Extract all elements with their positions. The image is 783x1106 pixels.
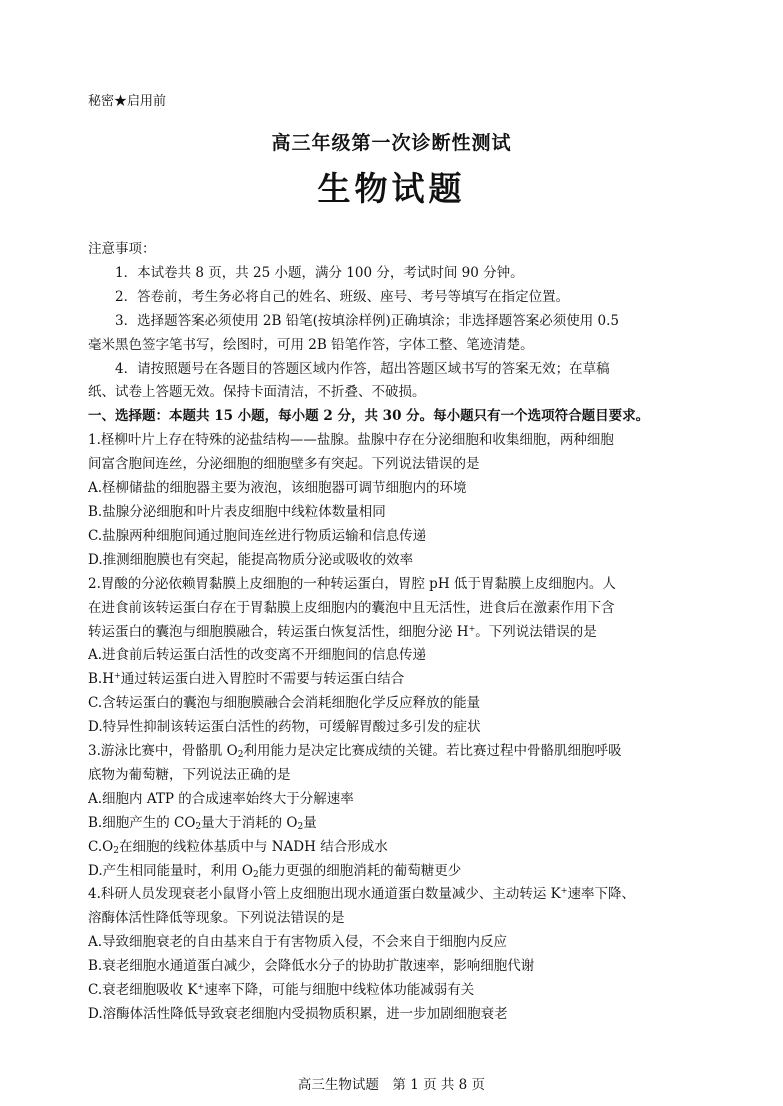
exam-body — [88, 238, 702, 1027]
notice-item-3-line-2: 毫米黑色签字笔书写，绘图时，可用 2B 铅笔作答，字体工整、笔迹清楚。 — [88, 336, 534, 353]
q4-option-c-text: C.衰老细胞吸收 K — [88, 982, 198, 999]
section-heading: 一、选择题：本题共 15 小题，每小题 2 分，共 30 分。每小题只有一个选项符合题目要求。 — [88, 408, 650, 425]
q3-option-c-tail: 在细胞的线粒体基质中与 NADH 结合形成水 — [118, 838, 388, 855]
subscript-2: 2 — [237, 750, 244, 761]
q1-stem-line-1: 1.柽柳叶片上存在特殊的泌盐结构——盐腺。盐腺中存在分泌细胞和收集细胞，两种细胞 — [88, 432, 614, 449]
superscript-plus: + — [197, 982, 205, 992]
notice-item-4-line-1: 4．请按照题号在各题目的答题区域内作答，超出答题区域书写的答案无效；在草稿 — [115, 360, 610, 377]
q3-option-b — [88, 812, 702, 836]
q3-option-d — [88, 860, 702, 884]
q1-stem-line-2: 间富含胞间连丝，分泌细胞的细胞壁多有突起。下列说法错误的是 — [88, 456, 480, 473]
q4-stem-line-2: 溶酶体活性降低等现象。下列说法错误的是 — [88, 910, 345, 927]
page-footer: 高三生物试题 第 1 页 共 8 页 — [297, 1077, 486, 1093]
q3-stem-tail: 利用能力是决定比赛成绩的关键。若比赛过程中骨骼肌细胞呼吸 — [243, 743, 622, 760]
q3-option-b-text: B.细胞产生的 CO — [88, 814, 196, 831]
q3-option-c — [88, 836, 702, 860]
q4-option-b: B.衰老细胞水通道蛋白减少，会降低水分子的协助扩散速率，影响细胞代谢 — [88, 958, 535, 975]
q3-option-a: A.细胞内 ATP 的合成速率始终大于分解速率 — [88, 790, 354, 807]
q4-option-d: D.溶酶体活性降低导致衰老细胞内受损物质积累，进一步加剧细胞衰老 — [88, 1006, 508, 1022]
q1-option-a: A.柽柳储盐的细胞器主要为液泡，该细胞器可调节细胞内的环境 — [88, 480, 467, 497]
q2-option-b — [88, 668, 702, 692]
q2-option-b-tail: 通过转运蛋白进入胃腔时不需要与转运蛋白结合 — [120, 671, 405, 688]
subscript-2: 2 — [253, 869, 259, 880]
subject-title: 生物试题 — [317, 169, 466, 208]
q4-stem-text: 4.科研人员发现衰老小鼠肾小管上皮细胞出现水通道蛋白数量减少、主动转运 K — [88, 886, 561, 903]
q1-option-b: B.盐腺分泌细胞和叶片表皮细胞中线粒体数量相同 — [88, 503, 386, 520]
notice-item-3-line-1: 3．选择题答案必须使用 2B 铅笔(按填涂样例)正确填涂；非选择题答案必须使用 0.5 — [115, 312, 619, 329]
notice-item-1: 1．本试卷共 8 页，共 25 小题，满分 100 分，考试时间 90 分钟。 — [115, 264, 524, 281]
superscript-plus: + — [560, 886, 568, 896]
notice-heading: 注意事项： — [88, 241, 156, 257]
q2-stem-line-2: 在进食前该转运蛋白存在于胃黏膜上皮细胞内的囊泡中且无活性，进食后在激素作用下含 — [88, 599, 615, 616]
notice-item-4-line-2: 纸、试卷上答题无效。保持卡面清洁，不折叠、不破损。 — [88, 384, 426, 401]
q3-stem-line-2: 底物为葡萄糖，下列说法正确的是 — [88, 766, 291, 783]
q4-option-c — [88, 979, 702, 1003]
q1-option-c: C.盐腺两种细胞间通过胞间连丝进行物质运输和信息传递 — [88, 527, 427, 544]
q4-stem-tail: 速率下降、 — [567, 886, 635, 903]
q3-option-b-mid: 量大于消耗的 O — [201, 814, 298, 831]
q2-stem-line-3 — [88, 621, 702, 645]
q2-option-d: D.特异性抑制该转运蛋白活性的药物，可缓解胃酸过多引发的症状 — [88, 719, 481, 736]
q2-option-b-text: B.H — [88, 671, 114, 688]
q3-option-d-tail: 能力更强的细胞消耗的葡萄糖更少 — [258, 862, 462, 879]
q4-stem-line-1 — [88, 883, 702, 907]
superscript-plus: + — [468, 623, 476, 633]
subscript-2: 2 — [195, 821, 202, 832]
q2-stem-line-1: 2.胃酸的分泌依赖胃黏膜上皮细胞的一种转运蛋白，胃腔 pH 低于胃黏膜上皮细胞内。人 — [88, 575, 616, 592]
exam-title: 高三年级第一次诊断性测试 — [271, 132, 512, 154]
q2-stem-line-3-tail: 。下列说法错误的是 — [475, 623, 597, 640]
q3-option-d-text: D.产生相同能量时，利用 O — [88, 862, 253, 879]
q3-stem-text: 3.游泳比赛中，骨骼肌 O — [88, 743, 238, 760]
q2-option-a: A.进食前后转运蛋白活性的改变离不开细胞间的信息传递 — [88, 647, 427, 664]
superscript-plus: + — [114, 671, 121, 681]
notice-item-2: 2．答卷前，考生务必将自己的姓名、班级、座号、考号等填写在指定位置。 — [115, 288, 570, 305]
q2-option-c: C.含转运蛋白的囊泡与细胞膜融合会消耗细胞化学反应释放的能量 — [88, 695, 481, 712]
q1-option-d: D.推测细胞膜也有突起，能提高物质分泌或吸收的效率 — [88, 551, 414, 568]
secret-mark: 秘密★启用前 — [88, 94, 167, 109]
q2-stem-line-3-text: 转运蛋白的囊泡与细胞膜融合，转运蛋白恢复活性，细胞分泌 H — [88, 623, 469, 640]
subscript-2: 2 — [297, 821, 304, 832]
subscript-2: 2 — [113, 845, 119, 856]
q3-stem-line-1 — [88, 740, 702, 764]
q3-option-c-text: C.O — [88, 838, 114, 855]
q4-option-a: A.导致细胞衰老的自由基来自于有害物质入侵，不会来自于细胞内反应 — [88, 934, 508, 951]
q4-option-c-tail: 速率下降，可能与细胞中线粒体功能减弱有关 — [204, 982, 475, 999]
q3-option-b-tail: 量 — [303, 814, 317, 831]
